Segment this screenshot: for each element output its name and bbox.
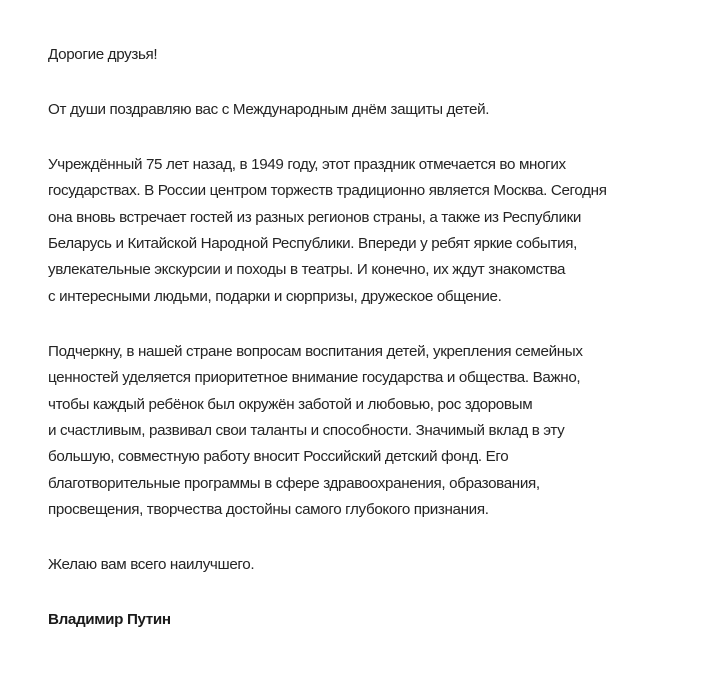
paragraph-line: благотворительные программы в сфере здравоохранения, образования,	[48, 474, 540, 492]
signature: Владимир Путин	[48, 611, 171, 628]
paragraph-line: ценностей уделяется приоритетное внимание государства и общества. Важно,	[48, 369, 581, 387]
paragraph-line: Учреждённый 75 лет назад, в 1949 году, этот праздник отмечается во многих	[48, 155, 566, 173]
paragraph-line: просвещения, творчества достойны самого глубокого признания.	[48, 501, 489, 519]
intro-paragraph: От души поздравляю вас с Международным днём защиты детей.	[48, 100, 490, 118]
paragraph-line: чтобы каждый ребёнок был окружён заботой и любовью, рос здоровым	[48, 395, 533, 413]
paragraph-line: с интересными людьми, подарки и сюрпризы, дружеское общение.	[48, 287, 502, 305]
paragraph-line: Беларусь и Китайской Народной Республики. Впереди у ребят яркие события,	[48, 235, 577, 253]
paragraph-line: Подчеркну, в нашей стране вопросам воспитания детей, укрепления семейных	[48, 342, 583, 360]
paragraph-line: и счастливым, развивал свои таланты и способности. Значимый вклад в эту	[48, 421, 565, 439]
closing: Желаю вам всего наилучшего.	[48, 556, 255, 574]
paragraph-line: большую, совместную работу вносит Российский детский фонд. Его	[48, 448, 509, 466]
paragraph-values	[48, 339, 688, 524]
paragraph-line: она вновь встречает гостей из разных регионов страны, а также из Республики	[48, 208, 582, 226]
paragraph-line: государствах. В России центром торжеств традиционно является Москва. Сегодня	[48, 182, 607, 200]
paragraph-history	[48, 152, 688, 310]
greeting: Дорогие друзья!	[48, 46, 158, 63]
paragraph-line: увлекательные экскурсии и походы в театры. И конечно, их ждут знакомства	[48, 261, 566, 279]
letter	[48, 42, 688, 633]
